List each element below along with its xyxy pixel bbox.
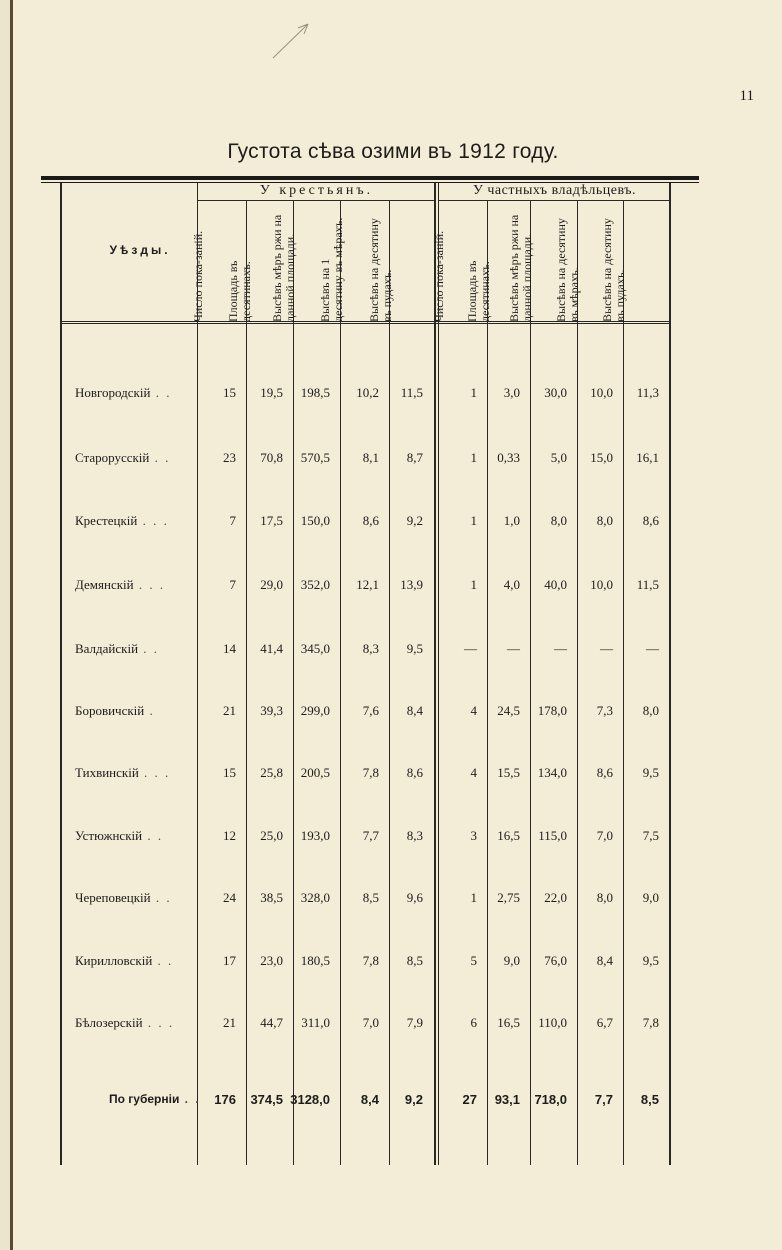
group-underline: [197, 200, 434, 201]
district-name: Крестецкій . . .: [75, 513, 169, 528]
table-cell: 176: [214, 1092, 236, 1107]
table-cell: 11,5: [636, 577, 659, 592]
district-name: По губерніи . .: [109, 1092, 201, 1106]
table-cell: —: [464, 641, 477, 656]
table-cell: 150,0: [300, 513, 330, 528]
group-header-peasants: У крестьянъ.: [259, 183, 374, 198]
table-cell: 7,8: [362, 765, 379, 780]
table-cell: 41,4: [260, 641, 283, 656]
table-cell: 8,7: [406, 450, 423, 465]
total-row: [13, 1092, 782, 1112]
table-cell: 4: [470, 765, 477, 780]
table-row: [13, 828, 782, 848]
table-cell: 1,0: [503, 513, 520, 528]
table-cell: 299,0: [300, 703, 330, 718]
table-row: [13, 765, 782, 785]
table-cell: 134,0: [537, 765, 567, 780]
table-cell: 7,5: [642, 828, 659, 843]
district-name: Новгородскій . .: [75, 385, 172, 400]
district-name: Устюжнскій . .: [75, 828, 164, 843]
table-cell: 8,1: [362, 450, 379, 465]
table-cell: 1: [470, 890, 477, 905]
table-cell: 8,4: [406, 703, 423, 718]
district-name: Валдайскій . .: [75, 641, 160, 656]
table-row: [13, 577, 782, 597]
table-cell: 3128,0: [290, 1092, 330, 1107]
table-cell: 1: [470, 450, 477, 465]
table-cell: 198,5: [300, 385, 330, 400]
table-cell: 44,7: [260, 1015, 283, 1030]
table-cell: 8,6: [406, 765, 423, 780]
table-cell: 9,5: [642, 953, 659, 968]
district-name: Старорусскій . .: [75, 450, 171, 465]
table-cell: 11,5: [400, 385, 423, 400]
table-cell: 0,33: [497, 450, 520, 465]
table-row: [13, 1015, 782, 1035]
table-cell: 25,0: [260, 828, 283, 843]
table-cell: 21: [223, 703, 236, 718]
table-cell: 30,0: [544, 385, 567, 400]
district-name: Череповецкій . .: [75, 890, 172, 905]
table-row: [13, 385, 782, 405]
table-row: [13, 953, 782, 973]
table-cell: 17: [223, 953, 236, 968]
table-cell: 16,1: [636, 450, 659, 465]
table-cell: 6,7: [596, 1015, 613, 1030]
district-name: Кирилловскій . .: [75, 953, 174, 968]
table-cell: 15,0: [590, 450, 613, 465]
table-cell: 7: [229, 577, 236, 592]
table-cell: 7,0: [362, 1015, 379, 1030]
table-cell: 7,3: [596, 703, 613, 718]
table-cell: 14: [223, 641, 236, 656]
table-cell: 10,2: [356, 385, 379, 400]
page-number: 11: [739, 88, 754, 104]
table-cell: —: [646, 641, 659, 656]
table-cell: 374,5: [250, 1092, 283, 1107]
table-cell: 21: [223, 1015, 236, 1030]
table-cell: 1: [470, 577, 477, 592]
table-cell: 345,0: [300, 641, 330, 656]
stub-header: Уѣзды.: [109, 243, 171, 257]
table-cell: 9,0: [642, 890, 659, 905]
table-cell: 17,5: [260, 513, 283, 528]
page-title: Густота сѣва озими въ 1912 году.: [227, 140, 559, 163]
table-cell: 110,0: [538, 1015, 567, 1030]
table-row: [13, 641, 782, 661]
table-cell: 9,5: [642, 765, 659, 780]
table-top-rule: [41, 176, 699, 180]
table-cell: 9,6: [406, 890, 423, 905]
table-cell: 8,3: [362, 641, 379, 656]
document-page: 11 Густота сѣва озими въ 1912 году. У крестьянъ. У частныхъ владѣльцевъ. Уѣзды. Число пока-заній. Площадь въ десятинахъ. Высѣвъ мѣръ ржи на данной площади. Высѣвъ на 1 десятину въ мѣрахъ. Высѣвъ на десятину въ пудахъ. Число пока-заній. Площадь въ десятинахъ. Высѣвъ мѣръ ржи на данной площади. Высѣвъ на десятину въ мѣрахъ. Высѣвъ на десятину въ пудахъ. Новгородскій . . 15 19,5 198,5 10,2 11,5 1 3,0 30,0 10,0 11,3 Старорусскій . . 23 70,8 570,5 8,1 8,7 1 0,33 5,0 15,0 16,1 Крестецкій . . . 7 17,5 150,0 8,6 9,2 1 1,0 8,0 8,0 8,6 Демянскій . . . 7 29,0 352,0 12,1 13,9 1 4,0 40,0 10,0 11,5 Валдайскій . . 14 41,4 345,0 8,3 9,5 — — — — — Боровичскій . 21 39,3 299,0 7,6 8,4 4 24,5 178,0 7,3 8,0 Тихвинскій . . . 15 25,8 200,5 7,8 8,6 4 15,5 134,0 8,6 9,5 Устюжнскій . . 12 25,0 193,0 7,7 8,3 3 16,5 115,0 7,0 7,5 Череповецкій . . 24 38,5 328,0 8,5 9,6 1 2,75 22,0 8,0 9,0 Кирилловскій . . 17 23,0 180,5 7,8 8,5 5 9,0 76,0 8,4 9,5 Бѣлозерскій . . . 21 44,7 311,0 7,0 7,9 6 16,5 110,0 6,7 7,8 По губерніи . . 176 374,5 3128,0 8,4 9,2 27 93,1 718,0 7,7 8,5: [10, 0, 782, 1250]
table-cell: 16,5: [497, 828, 520, 843]
table-cell: 3: [470, 828, 477, 843]
table-cell: 7,6: [362, 703, 379, 718]
table-row: [13, 513, 782, 533]
table-cell: 328,0: [300, 890, 330, 905]
table-cell: 200,5: [300, 765, 330, 780]
table-cell: 24,5: [497, 703, 520, 718]
table-cell: 8,0: [550, 513, 567, 528]
table-cell: 8,5: [406, 953, 423, 968]
district-name: Бѣлозерскій . . .: [75, 1015, 175, 1030]
table-row: [13, 703, 782, 723]
table-cell: 4,0: [503, 577, 520, 592]
table-cell: 15: [223, 385, 236, 400]
table-cell: 8,6: [362, 513, 379, 528]
table-cell: 93,1: [494, 1092, 520, 1107]
table-cell: 76,0: [544, 953, 567, 968]
group-header-private-owners: У частныхъ владѣльцевъ.: [472, 183, 637, 198]
table-cell: 13,9: [400, 577, 423, 592]
pencil-mark: [268, 20, 328, 60]
table-cell: 23,0: [260, 953, 283, 968]
table-cell: 7,7: [594, 1092, 613, 1107]
table-cell: 9,0: [503, 953, 520, 968]
table-cell: 8,6: [642, 513, 659, 528]
table-cell: —: [507, 641, 520, 656]
table-cell: 10,0: [590, 385, 613, 400]
table-cell: 9,5: [406, 641, 423, 656]
table-cell: 8,3: [406, 828, 423, 843]
table-cell: 7,0: [596, 828, 613, 843]
table-cell: 115,0: [538, 828, 567, 843]
table-cell: 5,0: [550, 450, 567, 465]
table-cell: 5: [470, 953, 477, 968]
table-cell: 8,6: [596, 765, 613, 780]
table-cell: —: [554, 641, 567, 656]
table-cell: 7,7: [362, 828, 379, 843]
table-cell: 9,2: [406, 513, 423, 528]
table-cell: 8,5: [640, 1092, 659, 1107]
district-name: Боровичскій .: [75, 703, 155, 718]
table-cell: 8,4: [596, 953, 613, 968]
table-cell: 8,0: [596, 890, 613, 905]
table-cell: 311,0: [301, 1015, 330, 1030]
table-cell: 40,0: [544, 577, 567, 592]
table-cell: 38,5: [260, 890, 283, 905]
table-cell: 22,0: [544, 890, 567, 905]
district-name: Тихвинскій . . .: [75, 765, 171, 780]
table-cell: 8,4: [360, 1092, 379, 1107]
table-cell: 8,0: [642, 703, 659, 718]
table-cell: 6: [470, 1015, 477, 1030]
table-cell: 193,0: [300, 828, 330, 843]
table-cell: 15,5: [497, 765, 520, 780]
table-cell: 7,8: [362, 953, 379, 968]
district-name: Демянскій . . .: [75, 577, 166, 592]
table-cell: 4: [470, 703, 477, 718]
table-row: [13, 450, 782, 470]
table-cell: 25,8: [260, 765, 283, 780]
table-cell: 8,5: [362, 890, 379, 905]
table-cell: 7: [229, 513, 236, 528]
table-cell: 27: [462, 1092, 477, 1107]
table-cell: 15: [223, 765, 236, 780]
table-cell: 178,0: [537, 703, 567, 718]
table-cell: 10,0: [590, 577, 613, 592]
table-cell: 9,2: [404, 1092, 423, 1107]
table-cell: 70,8: [260, 450, 283, 465]
table-cell: 12,1: [356, 577, 379, 592]
table-cell: 3,0: [503, 385, 520, 400]
table-cell: 12: [223, 828, 236, 843]
table-cell: 2,75: [497, 890, 520, 905]
table-cell: 23: [223, 450, 236, 465]
table-cell: 1: [470, 385, 477, 400]
table-cell: 24: [223, 890, 236, 905]
table-cell: 16,5: [497, 1015, 520, 1030]
table-cell: 7,9: [406, 1015, 423, 1030]
table-cell: 180,5: [300, 953, 330, 968]
table-cell: 19,5: [260, 385, 283, 400]
group-underline: [438, 200, 669, 201]
table-cell: 570,5: [300, 450, 330, 465]
table-cell: 8,0: [596, 513, 613, 528]
table-cell: 718,0: [534, 1092, 567, 1107]
table-cell: 352,0: [300, 577, 330, 592]
table-cell: 1: [470, 513, 477, 528]
table-cell: 7,8: [642, 1015, 659, 1030]
table-cell: —: [600, 641, 613, 656]
table-cell: 29,0: [260, 577, 283, 592]
table-cell: 11,3: [636, 385, 659, 400]
table-cell: 39,3: [260, 703, 283, 718]
table-row: [13, 890, 782, 910]
